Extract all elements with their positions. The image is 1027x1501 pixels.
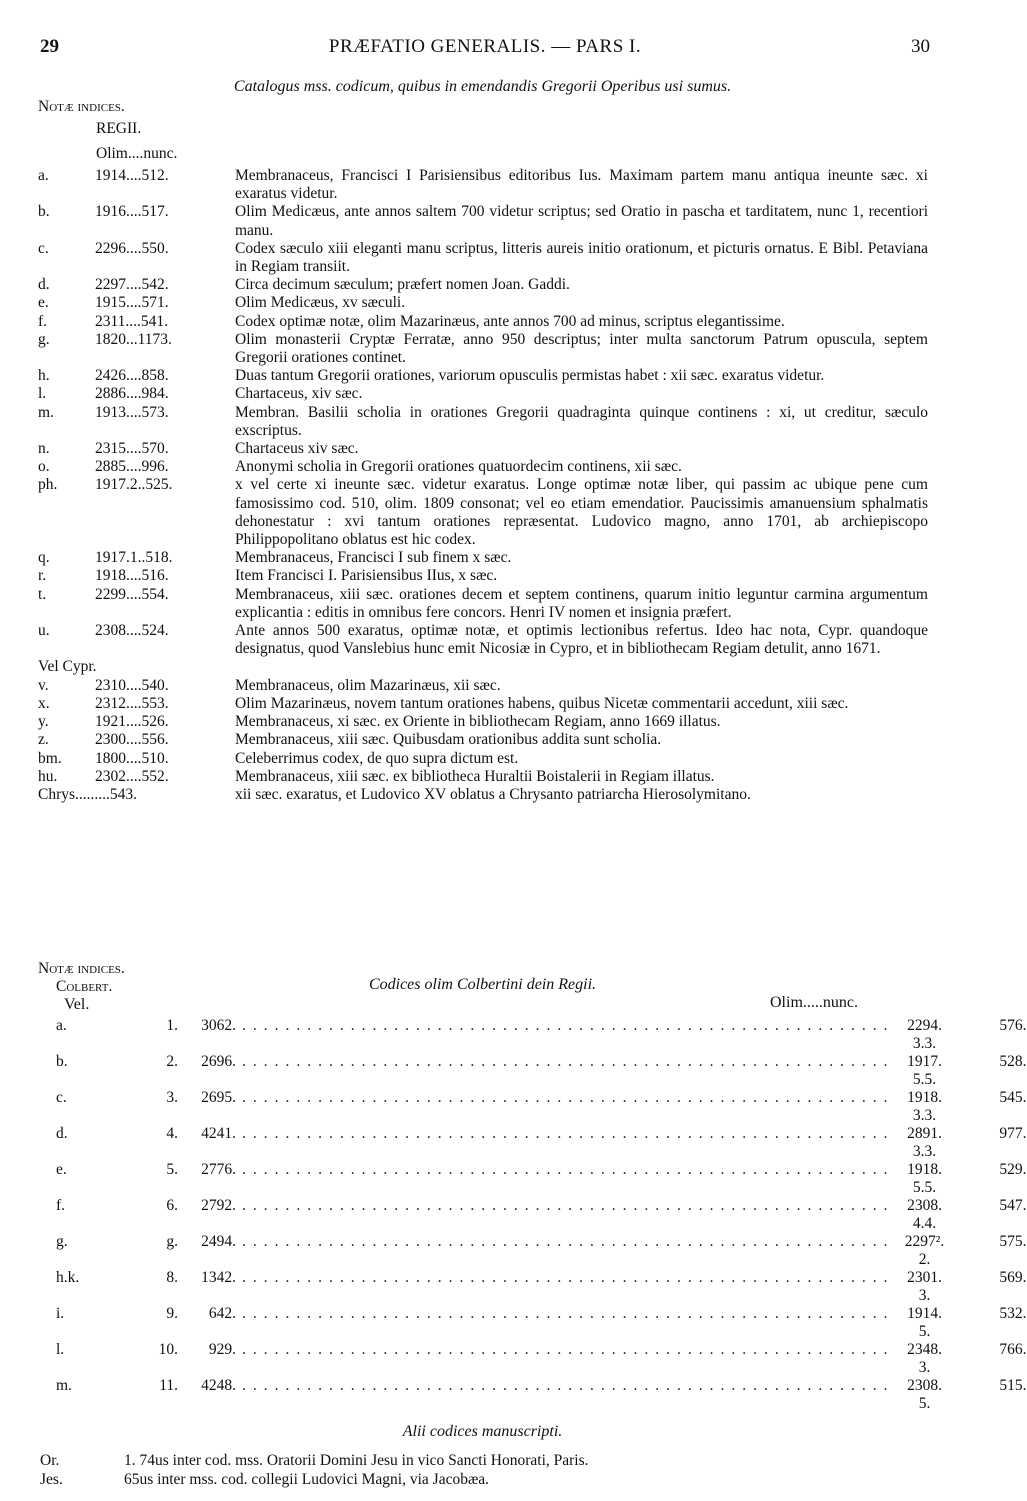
entry-description: Item Francisci I. Parisiensibus IIus, x sæc. [235,567,498,585]
entry-siglum: h. [38,367,50,385]
entry-siglum: n. [38,440,50,458]
colbert-number: 2696. [201,1053,236,1070]
colbert-row [56,1341,1027,1377]
entry-shelfmarks: 2310....540. [95,676,169,694]
olim-subvalue: 5. [918,1323,931,1340]
catalogue-entry [38,385,928,403]
entry-description: Celeberrimus codex, de quo supra dictum est. [235,749,519,767]
olim-cell [895,1269,955,1305]
catalogue-entry [38,713,928,731]
colbert-number: 929. [208,1341,236,1358]
olim-cell [895,1197,955,1233]
alii-text: 65us inter mss. cod. collegii Ludovici Magni, via Jacobæa. [124,1471,490,1488]
catalogue-entry [38,622,928,658]
colbert-vel: i. [56,1305,65,1322]
colbert-index: 5. [166,1161,178,1178]
entry-shelfmarks: 1918....516. [95,567,169,585]
entry-description: Olim monasterii Cryptæ Ferratæ, anno 950 descriptus; inter multa sanctorum Patrum opuscula, septem Gregorii orationes continet. [235,330,928,367]
entry-description: Membranaceus, xiii sæc. ex bibliotheca Huraltii Boistalerii in Regiam illatus. [235,767,715,785]
entry-siglum: r. [38,567,47,585]
catalogue-entry [38,731,928,749]
entry-shelfmarks: 2296....550. [95,239,169,257]
page-number-left: 29 [40,36,59,57]
entry-siglum: z. [38,731,49,749]
entry-siglum: u. [38,622,50,640]
regii-notae-label: Notæ indices. [38,98,125,115]
olim-cell [895,1161,955,1197]
entry-shelfmarks: 2426....858. [95,367,169,385]
colbert-index: 4. [166,1125,178,1142]
olim-subvalue: 3.3. [912,1107,937,1124]
leader-dots: ............................................................ [242,1197,895,1214]
catalogue-entry [38,294,928,312]
entry-shelfmarks: 1916....517. [95,203,169,221]
olim-value: 2301. [907,1269,942,1286]
catalogue-entry [38,458,928,476]
colbert-row [56,1233,1027,1269]
nunc-value: 545. [999,1089,1027,1106]
leader-dots: ............................................................ [242,1341,895,1358]
entry-description: Membranaceus, xiii sæc. orationes decem et septem continens, quarum initio leguntur carmina argumentum explicantia : editis in omnibus fere concors. Henri IV nomen et insignia præfert. [235,585,928,621]
entry-siglum: hu. [38,767,58,785]
entry-description: Duas tantum Gregorii orationes, variorum opusculis permistas habet : xii sæc. exaratus videtur. [235,367,825,385]
colbert-table [56,1017,1027,1413]
leader-dots: ............................................................ [242,1089,895,1106]
catalogue-entry [38,567,928,585]
entry-siglum: Vel Cypr. [38,658,97,676]
nunc-value: 575. [999,1233,1027,1250]
colbert-vel: d. [56,1125,68,1142]
olim-cell [895,1377,955,1413]
entry-shelfmarks: 1820...1173. [95,330,172,348]
entry-shelfmarks: 2315....570. [95,440,169,458]
olim-subvalue: 3.3. [912,1143,937,1160]
colbert-index: 11. [159,1377,178,1394]
nunc-value: 515. [999,1377,1027,1394]
entry-shelfmarks: 1917.2..525. [95,476,173,494]
entry-siglum: o. [38,458,50,476]
colbert-group-label: Colbert. [56,978,113,995]
nunc-value: 569. [999,1269,1027,1286]
entry-shelfmarks: 2308....524. [95,622,169,640]
colbert-number: 1342. [201,1269,236,1286]
alii-text: 1. 74us inter cod. mss. Oratorii Domini Jesu in vico Sancti Honorati, Paris. [124,1452,589,1469]
colbert-vel: b. [56,1053,68,1070]
entry-description: Membranaceus, xi sæc. ex Oriente in bibliothecam Regiam, anno 1669 illatus. [235,713,721,731]
nunc-value: 529. [999,1161,1027,1178]
colbert-row [56,1197,1027,1233]
entry-description: Circa decimum sæculum; præfert nomen Joan. Gaddi. [235,276,570,294]
alii-list [40,1451,930,1489]
entry-description: Membranaceus, Francisci I sub finem x sæc. [235,549,512,567]
entry-shelfmarks: 2312....553. [95,694,169,712]
olim-value: 1917. [907,1053,942,1070]
colbert-index: 2. [166,1053,178,1070]
entry-shelfmarks: 2886....984. [95,385,169,403]
leader-dots: ............................................................ [242,1269,895,1286]
entry-siglum: e. [38,294,49,312]
colbert-index: 3. [166,1089,178,1106]
colbert-index: g. [166,1233,178,1250]
olim-cell [895,1089,955,1125]
entry-shelfmarks: 2299....554. [95,585,169,603]
entry-siglum: d. [38,276,50,294]
leader-dots: ............................................................ [242,1161,895,1178]
colbert-index: 1. [166,1017,178,1034]
colbert-row [56,1053,1027,1089]
running-header [40,36,930,60]
entry-shelfmarks: 2311....541. [95,312,169,330]
colbert-vel: m. [56,1377,72,1394]
catalogue-entry [38,167,928,203]
entry-shelfmarks: 1800....510. [95,749,169,767]
entry-siglum: m. [38,403,54,421]
colbert-vel: l. [56,1341,65,1358]
colbert-row [56,1269,1027,1305]
entry-description: Membranaceus, Francisci I Parisiensibus editoribus Ius. Maximam partem manu antiqua ineunte sæc. xi exaratus videtur. [235,167,928,203]
colbert-number: 3062. [201,1017,236,1034]
colbert-index: 6. [166,1197,178,1214]
entry-siglum: q. [38,549,50,567]
entry-siglum: t. [38,585,47,603]
catalogue-entry [38,331,928,367]
olim-value: 2297². [904,1233,945,1250]
colbert-vel: g. [56,1233,68,1250]
olim-subvalue: 3. [918,1287,931,1304]
entry-description: Chartaceus xiv sæc. [235,440,359,458]
catalogue-entry [38,367,928,385]
olim-cell [895,1017,955,1053]
entry-description: Ante annos 500 exaratus, optimæ notæ, et optimis lectionibus refertus. Ideo hac nota, Cypr. quandoque designatus, quod Vanslebius hunc emit Nicosiæ in Cypro, et in bibliothecam Regiam detulit, anno 1671. [235,622,928,658]
entry-siglum: y. [38,713,49,731]
olim-cell [895,1125,955,1161]
colbert-number: 2792. [201,1197,236,1214]
olim-subvalue: 5.5. [912,1071,937,1088]
leader-dots: ............................................................ [242,1125,895,1142]
catalogue-entry [38,786,928,804]
leader-dots: ............................................................ [242,1305,895,1322]
entry-siglum: Chrys.........543. [38,785,138,803]
olim-cell [895,1053,955,1089]
entry-shelfmarks: 2297....542. [95,276,169,294]
colbert-index: 8. [166,1269,178,1286]
colbert-vel: c. [56,1089,67,1106]
olim-value: 1918. [907,1089,942,1106]
entry-description: xii sæc. exaratus, et Ludovico XV oblatus a Chrysanto patriarcha Hierosolymitano. [235,785,751,803]
colbert-olim-nunc-label: Olim.....nunc. [770,994,858,1011]
colbert-index: 9. [166,1305,178,1322]
colbert-row [56,1017,1027,1053]
olim-value: 2294. [907,1017,942,1034]
catalogue-entry [38,695,928,713]
olim-subvalue: 3.3. [912,1035,937,1052]
entry-shelfmarks: 2885....996. [95,458,169,476]
entry-shelfmarks: 2302....552. [95,767,169,785]
colbert-row [56,1305,1027,1341]
colbert-vel: h.k. [56,1269,80,1286]
catalogue-entry [38,276,928,294]
olim-value: 2891. [907,1125,942,1142]
nunc-value: 977. [999,1125,1027,1142]
catalogue-entry [38,768,928,786]
catalogue-entry [38,586,928,622]
nunc-value: 766. [999,1341,1027,1358]
regii-catalogue-list [38,167,928,804]
entry-description: Codex optimæ notæ, olim Mazarinæus, ante annos 700 ad minus, scriptus elegantissime. [235,312,785,330]
entry-shelfmarks: 1917.1..518. [95,549,173,567]
colbert-row [56,1377,1027,1413]
entry-description: Olim Medicæus, xv sæculi. [235,294,406,312]
colbert-title: Codices olim Colbertini dein Regii. [368,976,597,993]
catalogue-entry [38,658,928,676]
colbert-index: 10. [158,1341,178,1358]
entry-shelfmarks: 1913....573. [95,403,169,421]
olim-subvalue: 5. [918,1395,931,1412]
entry-description: Chartaceus, xiv sæc. [235,385,363,403]
alii-entry [40,1470,930,1489]
entry-siglum: f. [38,312,48,330]
colbert-row [56,1125,1027,1161]
entry-description: Membranaceus, olim Mazarinæus, xii sæc. [235,676,501,694]
leader-dots: ............................................................ [242,1233,895,1250]
catalogue-entry [38,677,928,695]
olim-value: 2308. [907,1197,942,1214]
colbert-vel: e. [56,1161,67,1178]
colbert-number: 2494. [201,1233,236,1250]
catalogue-entry [38,440,928,458]
entry-description: Anonymi scholia in Gregorii orationes quatuordecim continens, xii sæc. [235,458,682,476]
entry-siglum: ph. [38,476,58,494]
olim-cell [895,1233,955,1269]
catalogue-entry [38,549,928,567]
olim-value: 2308. [907,1377,942,1394]
colbert-number: 4248. [201,1377,236,1394]
catalogue-entry [38,476,928,549]
olim-subvalue: 3. [918,1359,931,1376]
entry-shelfmarks: 1921....526. [95,713,169,731]
entry-siglum: a. [38,167,49,184]
olim-subvalue: 4.4. [912,1215,937,1232]
olim-value: 1914. [907,1305,942,1322]
catalogue-entry [38,203,928,239]
leader-dots: ............................................................ [242,1017,895,1034]
entry-shelfmarks: 1915....571. [95,294,169,312]
nunc-value: 547. [999,1197,1027,1214]
entry-siglum: c. [38,239,49,257]
entry-shelfmarks: 2300....556. [95,731,169,749]
entry-siglum: x. [38,694,50,712]
colbert-number: 2776. [201,1161,236,1178]
catalogue-entry [38,750,928,768]
entry-description: Codex sæculo xiii eleganti manu scriptus, litteris aureis initio orationum, et picturis ornatus. E Bibl. Petaviana in Regiam transiit. [235,239,928,276]
entry-shelfmarks: 1914....512. [95,167,169,184]
entry-siglum: b. [38,203,50,221]
olim-cell [895,1341,955,1377]
olim-subvalue: 2. [918,1251,931,1268]
catalogue-title: Catalogus mss. codicum, quibus in emendandis Gregorii Operibus usi sumus. [233,78,732,95]
entry-description: Membran. Basilii scholia in orationes Gregorii quadraginta quinque continens : xi, ut creditur, sæculo exscriptus. [235,403,928,439]
catalogue-entry [38,404,928,440]
colbert-number: 4241. [201,1125,236,1142]
entry-siglum: v. [38,676,49,694]
olim-value: 2348. [907,1341,942,1358]
colbert-vel-label: Vel. [64,996,90,1013]
page-number-right: 30 [911,36,930,57]
colbert-row [56,1161,1027,1197]
entry-siglum: l. [38,385,47,403]
entry-siglum: bm. [38,749,62,767]
nunc-value: 576. [999,1017,1027,1034]
entry-shelfmarks [95,658,235,676]
olim-value: 1918. [907,1161,942,1178]
colbert-number: 2695. [201,1089,236,1106]
leader-dots: ............................................................ [242,1377,895,1394]
colbert-row [56,1089,1027,1125]
colbert-vel: f. [56,1197,66,1214]
leader-dots: ............................................................ [242,1053,895,1070]
entry-description: Olim Medicæus, ante annos saltem 700 videtur scriptus; sed Oratio in pascha et tarditatem, nunc 1, recentiori manu. [235,203,928,239]
entry-description [235,658,928,676]
regii-olim-nunc-label: Olim....nunc. [96,145,178,162]
alii-title: Alii codices manuscripti. [402,1423,563,1440]
nunc-value: 528. [999,1053,1027,1070]
olim-cell [895,1305,955,1341]
running-title: PRÆFATIO GENERALIS. — PARS I. [328,36,642,57]
catalogue-entry [38,240,928,276]
catalogue-entry [38,313,928,331]
entry-description: Membranaceus, xiii sæc. Quibusdam orationibus addita sunt scholia. [235,731,662,749]
colbert-vel: a. [56,1017,67,1034]
alii-siglum: Or. [40,1452,60,1469]
entry-siglum: g. [38,330,50,348]
colbert-number: 642. [208,1305,236,1322]
colbert-notae-label: Notæ indices. [38,960,125,977]
entry-description: Olim Mazarinæus, novem tantum orationes habens, quibus Nicetæ commentarii accedunt, xiii sæc. [235,694,849,712]
nunc-value: 532. [999,1305,1027,1322]
alii-siglum: Jes. [40,1471,63,1488]
regii-group-label: REGII. [96,120,142,137]
alii-entry [40,1451,930,1470]
entry-description: x vel certe xi ineunte sæc. videtur exaratus. Longe optimæ notæ liber, qui passim ac ubique pene cum famosissimo cod. 510, olim. 1809 consonat; vel eo etiam emendatior. Paucissimis amanuensium sphalmatis dehonestatur : xvi tantum orationes repræsentat. Ludovico magno, anno 1701, ab archiepiscopo Philippopolitano oblatus est hic codex. [235,476,928,549]
olim-subvalue: 5.5. [912,1179,937,1196]
